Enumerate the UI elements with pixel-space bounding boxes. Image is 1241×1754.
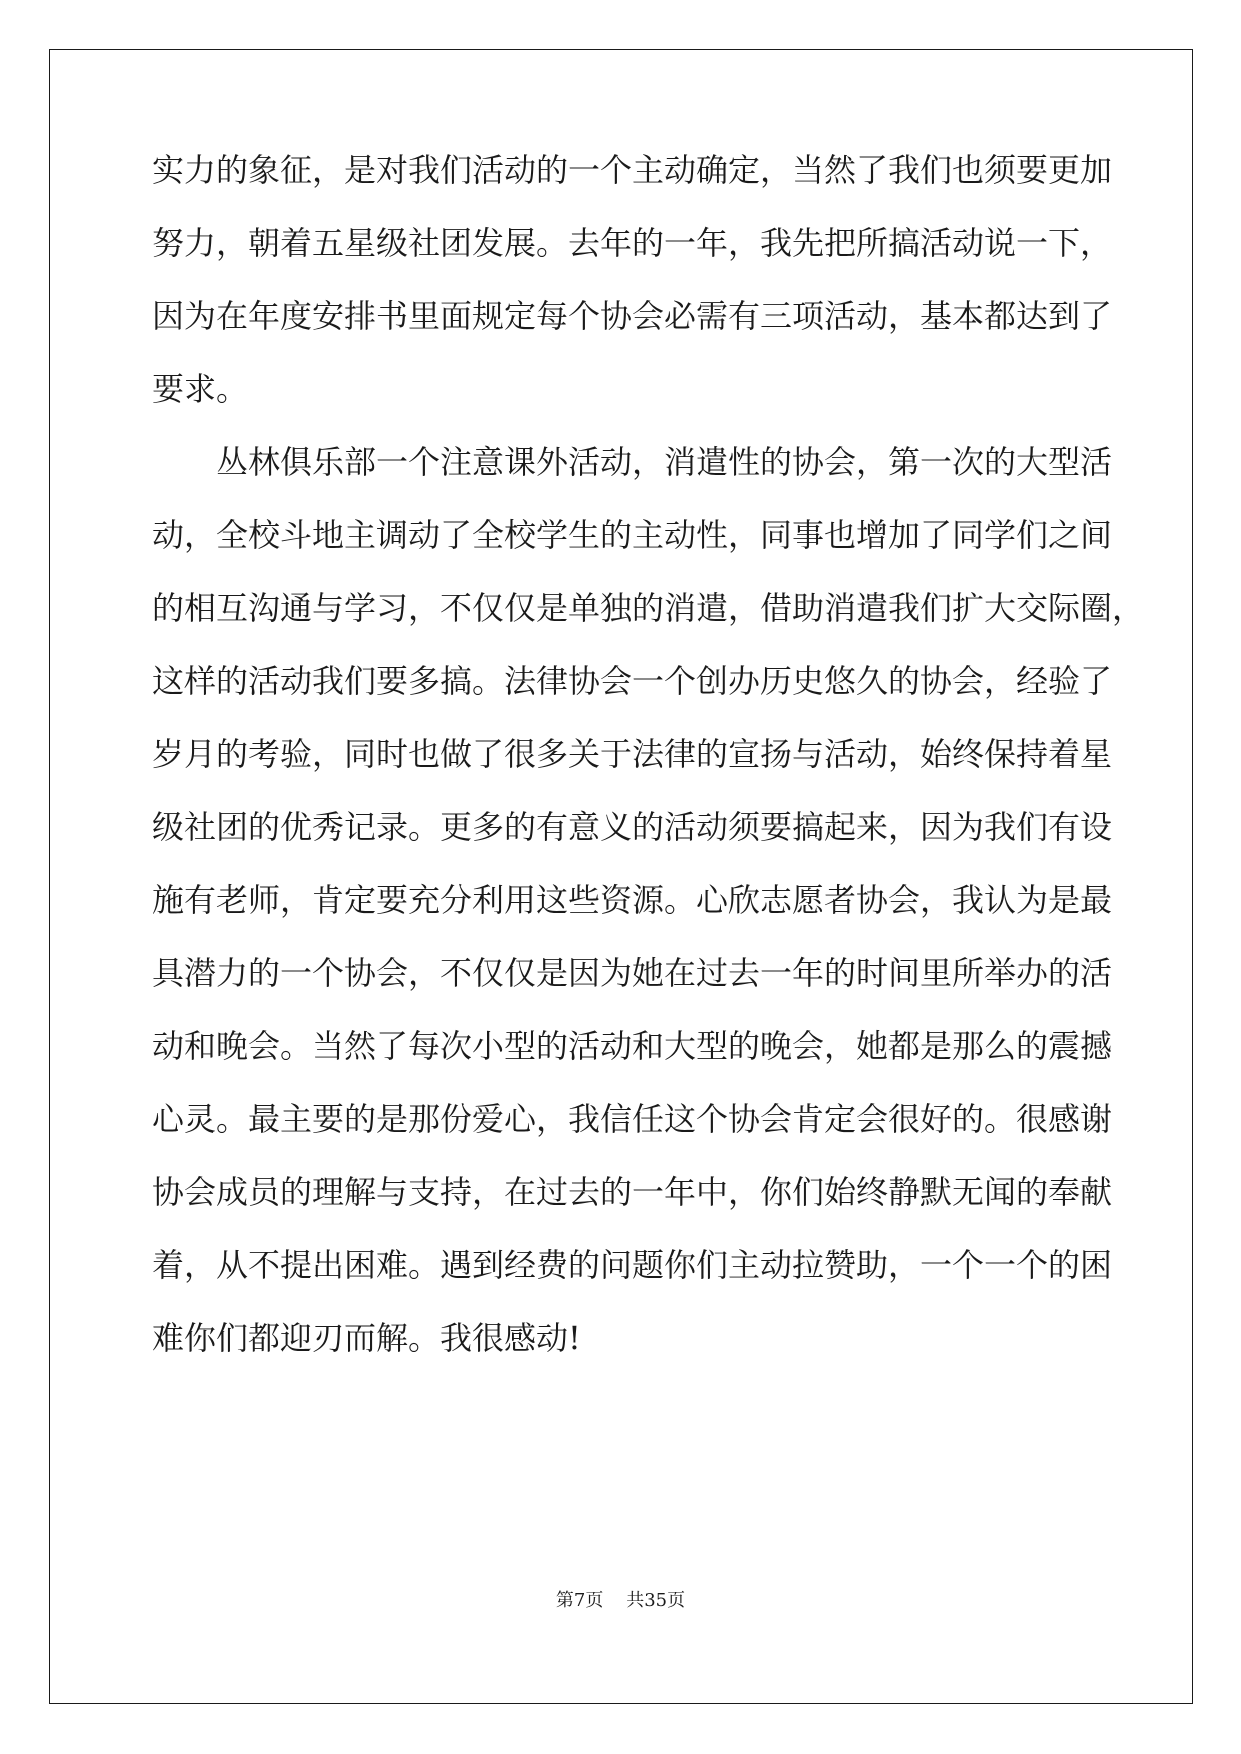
text-line: 动和晚会。当然了每次小型的活动和大型的晚会，她都是那么的震撼 xyxy=(152,1027,1113,1065)
text-line: 施有老师，肯定要充分利用这些资源。心欣志愿者协会，我认为是最 xyxy=(152,881,1113,919)
text-line: 心灵。最主要的是那份爱心，我信任这个协会肯定会很好的。很感谢 xyxy=(152,1100,1113,1138)
paragraph-first-line: 丛林俱乐部一个注意课外活动，消遣性的协会，第一次的大型活 xyxy=(216,443,1113,481)
text-line: 着，从不提出困难。遇到经费的问题你们主动拉赞助，一个一个的困 xyxy=(152,1246,1113,1284)
text-line: 难你们都迎刃而解。我很感动! xyxy=(152,1319,581,1357)
text-line: 这样的活动我们要多搞。法律协会一个创办历史悠久的协会，经验了 xyxy=(152,662,1113,700)
text-line: 因为在年度安排书里面规定每个协会必需有三项活动，基本都达到了 xyxy=(152,297,1113,335)
text-line: 动，全校斗地主调动了全校学生的主动性，同事也增加了同学们之间 xyxy=(152,516,1113,554)
page-number-footer: 第7页 共35页 xyxy=(555,1590,686,1611)
text-line: 具潜力的一个协会，不仅仅是因为她在过去一年的时间里所举办的活 xyxy=(152,954,1113,992)
text-line: 要求。 xyxy=(152,370,249,408)
text-line: 岁月的考验，同时也做了很多关于法律的宣扬与活动，始终保持着星 xyxy=(152,735,1113,773)
text-line: 协会成员的理解与支持，在过去的一年中，你们始终静默无闻的奉献 xyxy=(152,1173,1113,1211)
text-line: 级社团的优秀记录。更多的有意义的活动须要搞起来，因为我们有设 xyxy=(152,808,1113,846)
text-line: 努力，朝着五星级社团发展。去年的一年，我先把所搞活动说一下， xyxy=(152,224,1113,262)
text-line: 的相互沟通与学习，不仅仅是单独的消遣，借助消遣我们扩大交际圈， xyxy=(152,589,1145,627)
text-line: 实力的象征，是对我们活动的一个主动确定，当然了我们也须要更加 xyxy=(152,151,1113,189)
